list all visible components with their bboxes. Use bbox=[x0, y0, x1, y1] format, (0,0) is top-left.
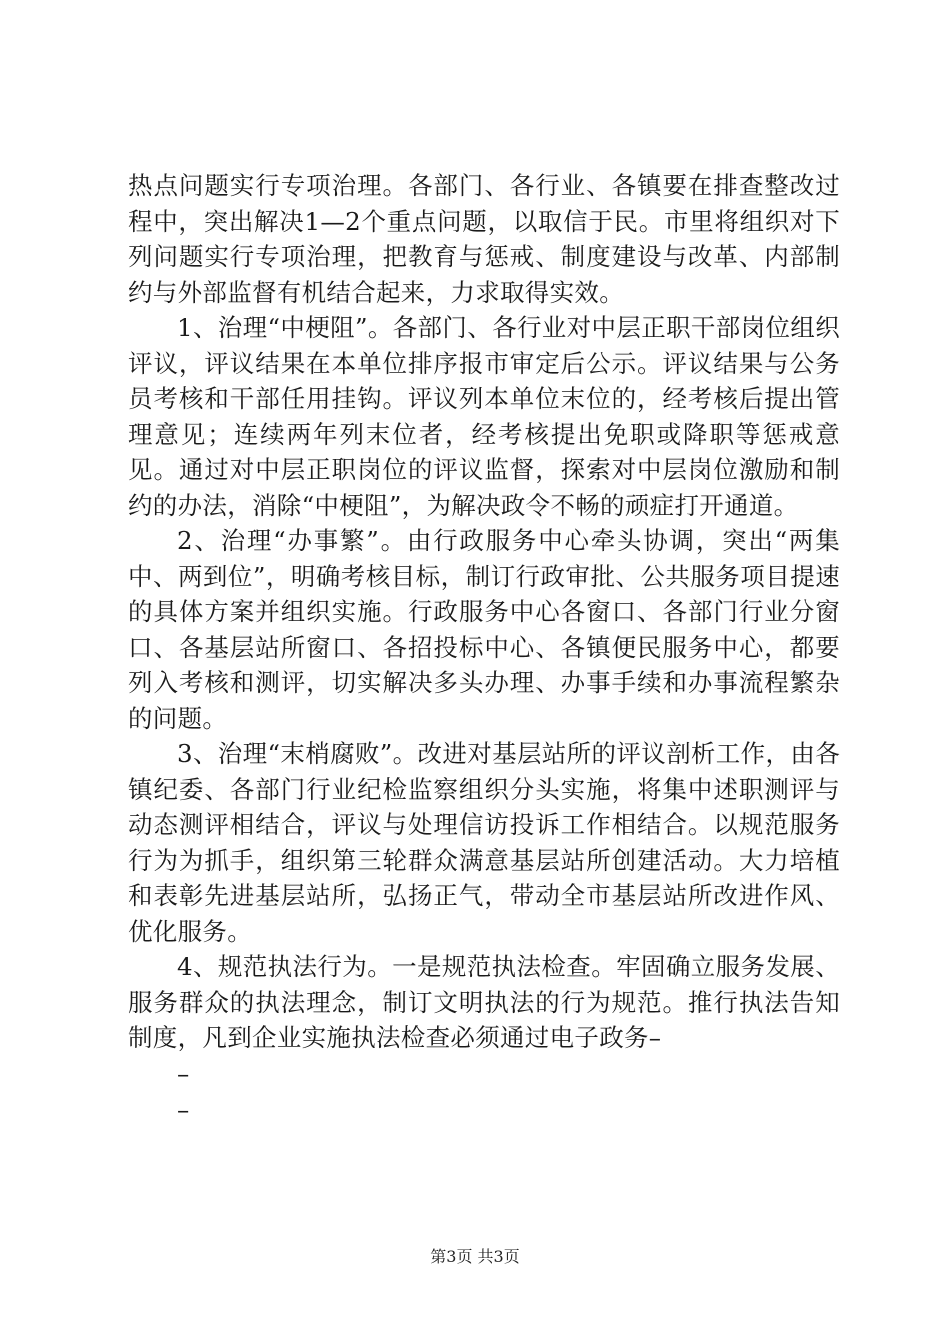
dash-line-2: – bbox=[177, 1094, 190, 1124]
page-footer: 第3页 共3页 bbox=[430, 1247, 520, 1266]
paragraph-item-2: 2、治理“办事繁”。由行政服务中心牵头协调，突出“两集中、两到位”，明确考核目标，制订行政审批、公共服务项目提速的具体方案并组织实施。行政服务中心各窗口、各部门行业分窗口、各基层站所窗口、各招投标中心、各镇便民服务中心，都要列入考核和测评，切实解决多头办理、办事手续和办事流程繁杂的问题。 bbox=[128, 526, 840, 733]
paragraph-item-1: 1、治理“中梗阻”。各部门、各行业对中层正职干部岗位组织评议，评议结果在本单位排序报市审定后公示。评议结果与公务员考核和干部任用挂钩。评议列本单位末位的，经考核后提出管理意见；连续两年列末位者，经考核提出免职或降职等惩戒意见。通过对中层正职岗位的评议监督，探索对中层岗位激励和制约的办法，消除“中梗阻”，为解决政令不畅的顽症打开通道。 bbox=[128, 313, 840, 520]
dash-line-1: – bbox=[177, 1058, 190, 1088]
document-body bbox=[128, 168, 840, 1128]
paragraph-item-4: 4、规范执法行为。一是规范执法检查。牢固确立服务发展、服务群众的执法理念，制订文明执法的行为规范。推行执法告知制度，凡到企业实施执法检查必须通过电子政务– bbox=[128, 952, 840, 1052]
paragraph-intro: 热点问题实行专项治理。各部门、各行业、各镇要在排查整改过程中，突出解决1—2个重点问题，以取信于民。市里将组织对下列问题实行专项治理，把教育与惩戒、制度建设与改革、内部制约与外部监督有机结合起来，力求取得实效。 bbox=[128, 171, 840, 307]
paragraph-item-3: 3、治理“末梢腐败”。改进对基层站所的评议剖析工作，由各镇纪委、各部门行业纪检监察组织分头实施，将集中述职测评与动态测评相结合，评议与处理信访投诉工作相结合。以规范服务行为为抓手，组织第三轮群众满意基层站所创建活动。大力培植和表彰先进基层站所，弘扬正气，带动全市基层站所改进作风、优化服务。 bbox=[128, 739, 840, 946]
